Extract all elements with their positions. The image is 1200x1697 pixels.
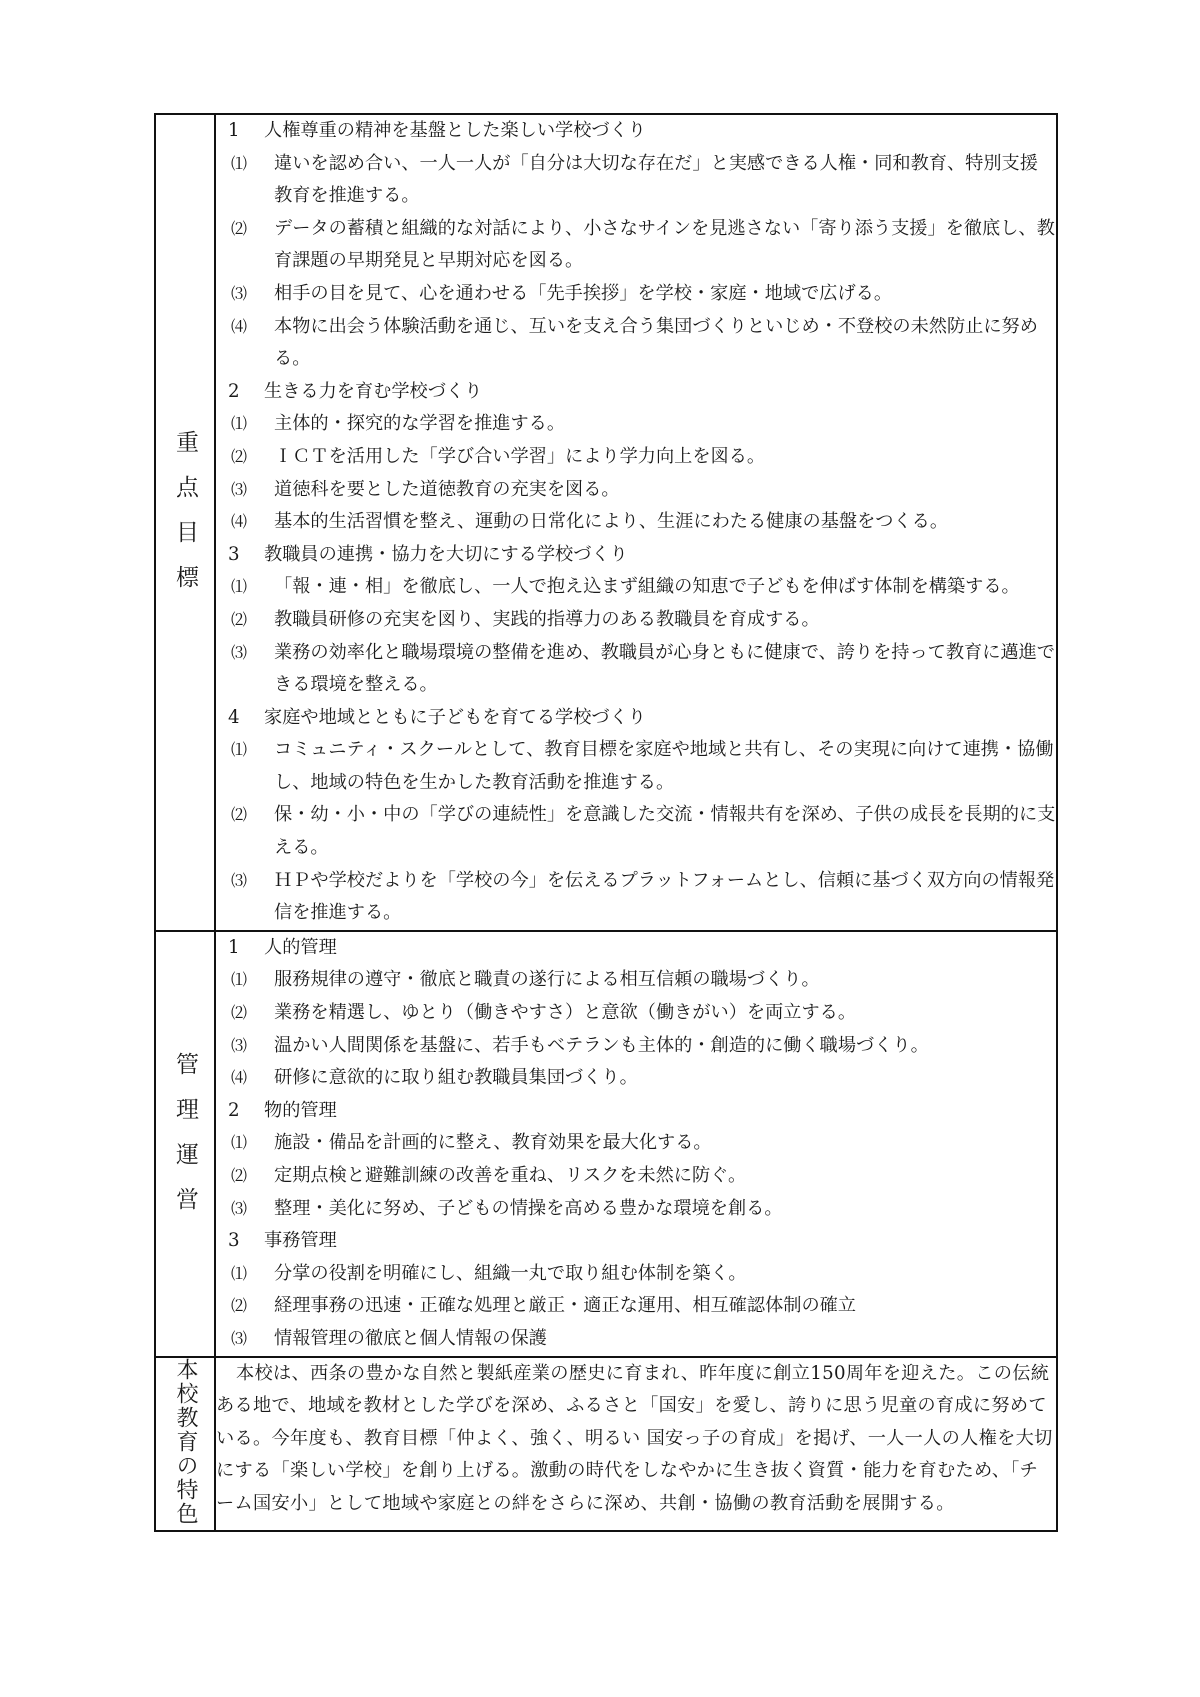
item-text: 教職員研修の充実を図り、実践的指導力のある教職員を育成する。 xyxy=(274,608,820,630)
list-item xyxy=(216,1127,1056,1160)
item-text: 情報管理の徹底と個人情報の保護 xyxy=(274,1327,547,1349)
list-item xyxy=(216,865,1056,930)
group-heading xyxy=(216,932,1056,965)
item-text: 経理事務の迅速・正確な処理と厳正・適正な運用、相互確認体制の確立 xyxy=(274,1295,857,1317)
item-number: ⑶ xyxy=(231,283,248,303)
group-heading xyxy=(216,1095,1056,1128)
group-title: 事務管理 xyxy=(264,1230,337,1252)
section-label: 重点目標 xyxy=(172,430,198,611)
item-number: ⑶ xyxy=(231,1198,248,1218)
section-body xyxy=(215,1357,1057,1531)
item-text: 「報・連・相」を徹底し、一人で抱え込まず組織の知恵で子どもを伸ばす体制を構築する。 xyxy=(274,576,1020,598)
item-number: ⑵ xyxy=(231,446,248,466)
group-number: 2 xyxy=(228,380,240,402)
group-2 xyxy=(216,1095,1056,1225)
section-label: 本校教育の特色 xyxy=(173,1357,198,1526)
list-item xyxy=(216,997,1056,1030)
item-number: ⑷ xyxy=(231,512,248,532)
group-title: 人権尊重の精神を基盤とした楽しい学校づくり xyxy=(264,120,646,141)
group-number: 1 xyxy=(228,120,240,141)
item-number: ⑵ xyxy=(231,609,248,629)
item-number: ⑷ xyxy=(231,316,248,336)
list-item xyxy=(216,474,1056,507)
group-4 xyxy=(216,702,1056,930)
group-heading xyxy=(216,1225,1056,1258)
group-title: 生きる力を育む学校づくり xyxy=(264,380,483,402)
item-text: 分掌の役割を明確にし、組織一丸で取り組む体制を築く。 xyxy=(274,1262,747,1284)
item-text: 研修に意欲的に取り組む教職員集団づくり。 xyxy=(274,1067,638,1089)
school-plan-table xyxy=(154,113,1058,1532)
item-number: ⑵ xyxy=(231,1296,248,1316)
group-title: 教職員の連携・協力を大切にする学校づくり xyxy=(264,543,628,565)
item-number: ⑵ xyxy=(231,1003,248,1023)
item-text: 主体的・探究的な学習を推進する。 xyxy=(274,413,566,435)
group-heading xyxy=(216,376,1056,409)
item-text: 定期点検と避難訓練の改善を重ね、リスクを未然に防ぐ。 xyxy=(274,1165,747,1186)
list-item xyxy=(216,1323,1056,1356)
section-body xyxy=(215,114,1057,931)
item-text: ＩＣＴを活用した「学び合い学習」により学力向上を図る。 xyxy=(274,445,766,467)
item-text: 基本的生活習慣を整え、運動の日常化により、生涯にわたる健康の基盤をつくる。 xyxy=(274,511,949,533)
group-3 xyxy=(216,539,1056,702)
group-title: 物的管理 xyxy=(264,1099,337,1121)
item-number: ⑴ xyxy=(231,414,248,434)
item-text: 業務を精選し、ゆとり（働きやすさ）と意欲（働きがい）を両立する。 xyxy=(274,1002,857,1024)
item-text: データの蓄積と組織的な対話により、小さなサインを見逃さない「寄り添う支援」を徹底し、教育課題の早期発見と早期対応を図る。 xyxy=(274,217,1055,272)
list-item xyxy=(216,278,1056,311)
item-number: ⑴ xyxy=(231,740,248,760)
section-label-cell xyxy=(155,114,215,931)
group-number: 3 xyxy=(228,1230,240,1252)
item-number: ⑴ xyxy=(231,970,248,990)
list-item xyxy=(216,1062,1056,1095)
item-number: ⑴ xyxy=(231,153,248,173)
group-1 xyxy=(216,115,1056,376)
group-heading xyxy=(216,702,1056,735)
item-text: 本物に出会う体験活動を通じ、互いを支え合う集団づくりといじめ・不登校の未然防止に努める。 xyxy=(274,315,1038,370)
list-item xyxy=(216,1160,1056,1193)
group-number: 4 xyxy=(228,706,240,728)
section-label-cell xyxy=(155,931,215,1357)
item-number: ⑶ xyxy=(231,479,248,499)
group-heading xyxy=(216,539,1056,572)
item-number: ⑴ xyxy=(231,1133,248,1153)
item-text: 整理・美化に努め、子どもの情操を高める豊かな環境を創る。 xyxy=(274,1197,783,1219)
item-number: ⑵ xyxy=(231,1166,248,1185)
section-label: 管理運営 xyxy=(172,1051,198,1232)
group-number: 3 xyxy=(228,543,240,565)
item-text: 施設・備品を計画的に整え、教育効果を最大化する。 xyxy=(274,1132,712,1154)
list-item xyxy=(216,441,1056,474)
group-title: 人的管理 xyxy=(264,936,337,958)
item-text: 保・幼・小・中の「学びの連続性」を意識した交流・情報共有を深め、子供の成長を長期的に支える。 xyxy=(274,804,1056,859)
list-item xyxy=(216,1290,1056,1323)
item-text: 業務の効率化と職場環境の整備を進め、教職員が心身ともに健康で、誇りを持って教育に邁進できる環境を整える。 xyxy=(274,641,1055,696)
item-number: ⑶ xyxy=(231,870,248,890)
section-label-cell xyxy=(155,1357,215,1531)
list-item xyxy=(216,799,1056,864)
list-item xyxy=(216,734,1056,799)
section-row-features xyxy=(155,1357,1057,1531)
item-text: ＨＰや学校だよりを「学校の今」を伝えるプラットフォームとし、信頼に基づく双方向の情報発信を推進する。 xyxy=(274,869,1055,924)
item-number: ⑴ xyxy=(231,1263,248,1283)
item-number: ⑶ xyxy=(231,1328,248,1348)
item-number: ⑶ xyxy=(231,1035,248,1055)
list-item xyxy=(216,604,1056,637)
item-text: 違いを認め合い、一人一人が「自分は大切な存在だ」と実感できる人権・同和教育、特別支援教育を推進する。 xyxy=(274,152,1038,207)
group-1 xyxy=(216,932,1056,1095)
list-item xyxy=(216,1030,1056,1063)
item-number: ⑴ xyxy=(231,577,248,597)
list-item xyxy=(216,311,1056,376)
group-title: 家庭や地域とともに子どもを育てる学校づくり xyxy=(264,706,646,728)
group-number: 2 xyxy=(228,1099,240,1121)
list-item xyxy=(216,408,1056,441)
list-item xyxy=(216,213,1056,278)
item-number: ⑷ xyxy=(231,1068,248,1088)
group-number: 1 xyxy=(228,936,240,958)
section-body xyxy=(215,931,1057,1357)
item-text: 温かい人間関係を基盤に、若手もベテランも主体的・創造的に働く職場づくり。 xyxy=(274,1034,929,1056)
list-item xyxy=(216,637,1056,702)
group-3 xyxy=(216,1225,1056,1355)
list-item xyxy=(216,1258,1056,1291)
section-row-focus-goals xyxy=(155,114,1057,931)
item-text: 道徳科を要とした道徳教育の充実を図る。 xyxy=(274,478,620,500)
item-text: コミュニティ・スクールとして、教育目標を家庭や地域と共有し、その実現に向けて連携・協働し、地域の特色を生かした教育活動を推進する。 xyxy=(274,739,1054,793)
list-item xyxy=(216,964,1056,997)
item-number: ⑵ xyxy=(231,805,248,825)
list-item xyxy=(216,506,1056,539)
group-heading xyxy=(216,115,1056,148)
item-text: 服務規律の遵守・徹底と職責の遂行による相互信頼の職場づくり。 xyxy=(274,969,820,991)
features-paragraph: 本校は、西条の豊かな自然と製紙産業の歴史に育まれ、昨年度に創立150周年を迎えた。この伝統ある地で、地域を教材とした学びを深め、ふるさと「国安」を愛し、誇りに思う児童の育成に努めている。今年度も、教育目標「仲よく、強く、明るい 国安っ子の育成」を掲げ、一人一人の人権を大切にする「楽しい学校」を創り上げる。激動の時代をしなやかに生き抜く資質・能力を育むため、「チーム国安小」として地域や家庭との絆をさらに深め、共創・協働の教育活動を展開する。 xyxy=(216,1362,1053,1514)
section-row-management xyxy=(155,931,1057,1357)
group-2 xyxy=(216,376,1056,539)
list-item xyxy=(216,148,1056,213)
item-number: ⑵ xyxy=(231,218,248,238)
item-text: 相手の目を見て、心を通わせる「先手挨拶」を学校・家庭・地域で広げる。 xyxy=(274,282,893,304)
list-item xyxy=(216,571,1056,604)
list-item xyxy=(216,1193,1056,1226)
item-number: ⑶ xyxy=(231,642,248,662)
